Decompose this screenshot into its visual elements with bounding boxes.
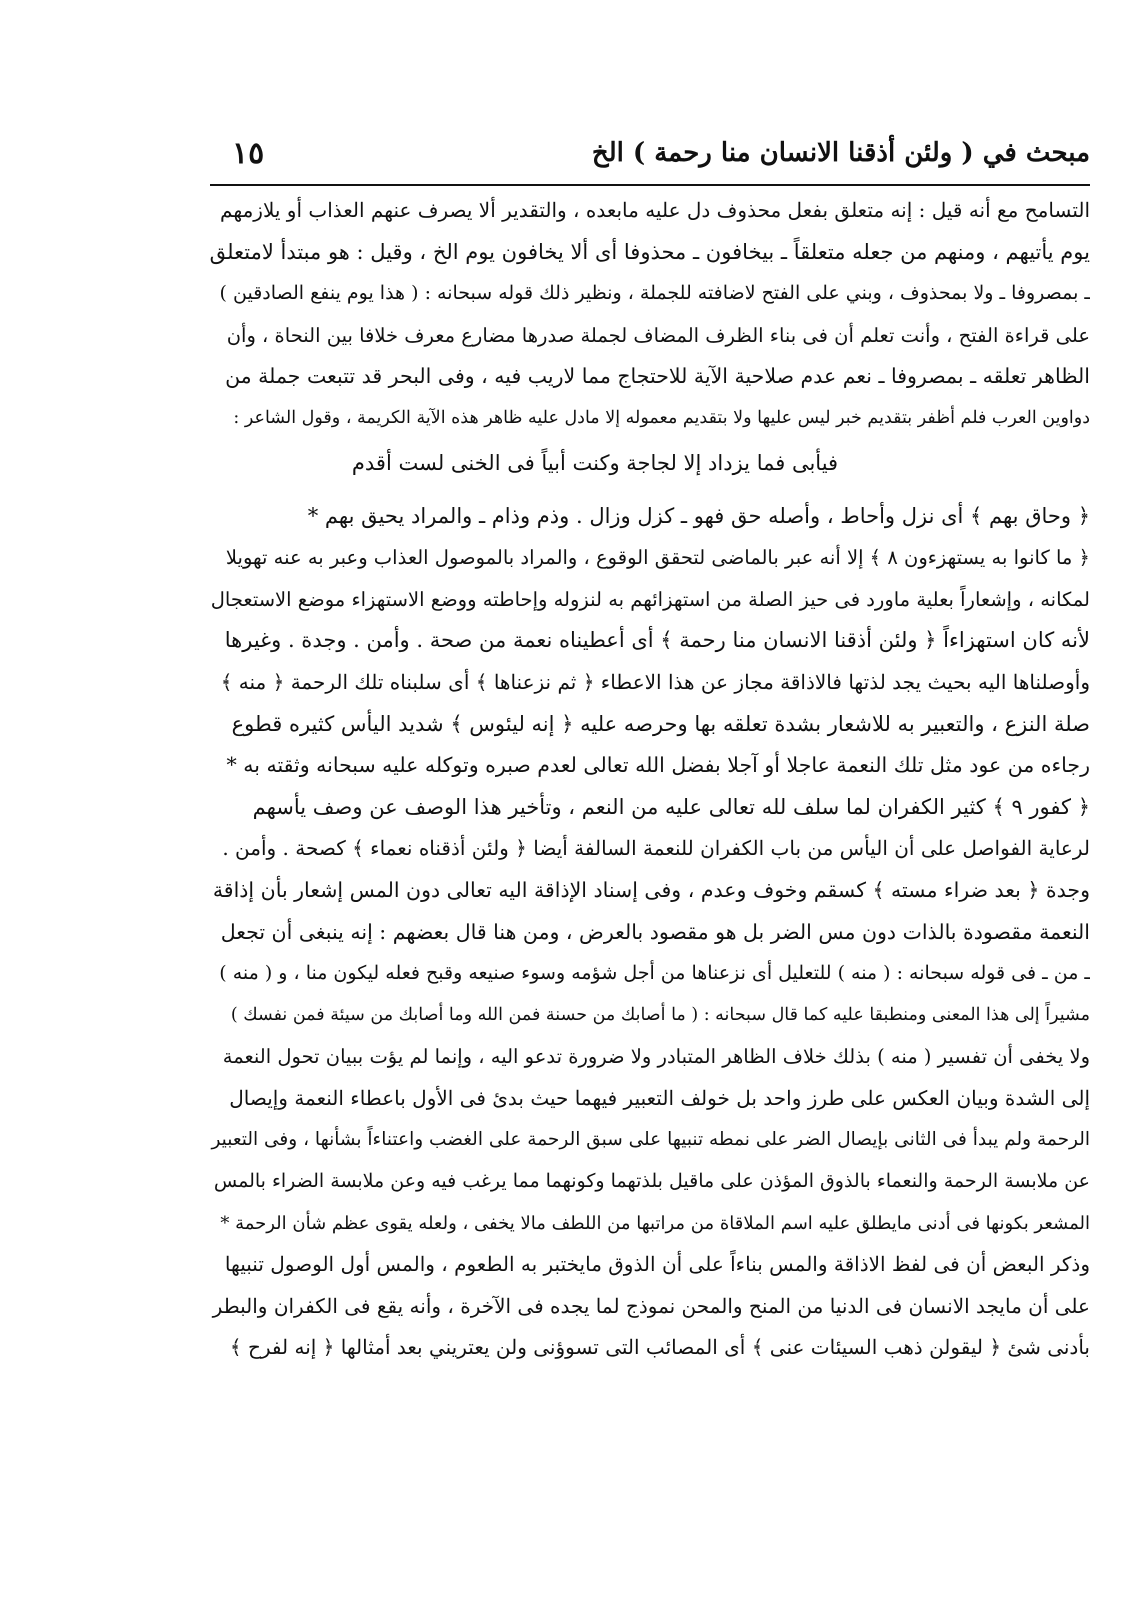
text-line: ﴿ وحاق بهم ﴾ أى نزل وأحاط ، وأصله حق فهو ـ كزل وزال . وذم وذام ـ والمراد يحيق بهم * <box>307 503 1090 528</box>
text-line: الرحمة ولم يبدأ فى الثانى بإيصال الضر على نمطه تنبيها على سبق الرحمة على الغضب واعتناءاً بشأنها ، وفى التعبير <box>211 1129 1090 1151</box>
text-line: صلة النزع ، والتعبير به للاشعار بشدة تعلقه بها وحرصه عليه ﴿ إنه ليئوس ﴾ شديد اليأس كثيره قطوع <box>231 711 1090 736</box>
text-line: وذكر البعض أن فى لفظ الاذاقة والمس بناءاً على أن الذوق مايختبر به الطعوم ، والمس أول الوصول تنبيها <box>224 1252 1090 1277</box>
text-line: على أن مايجد الانسان فى الدنيا من المنح والمحن نموذج لما يجده فى الآخرة ، وأنه يقع فى الكفران والبطر <box>212 1293 1090 1318</box>
text-line: ـ من ـ فى قوله سبحانه : ( منه ) للتعليل أى نزعناها من أجل شؤمه وسوء صنيعه وقبح فعله ليكون منا ، و ( منه ) <box>219 962 1090 985</box>
text-line: المشعر بكونها فى أدنى مايطلق عليه اسم الملاقاة من مراتبها من اللطف مالا يخفى ، ولعله يقوى عظم شأن الرحمة * <box>220 1212 1090 1234</box>
text-line: دواوين العرب فلم أظفر بتقديم خبر ليس عليها ولا بتقديم معموله إلا مادل عليه ظاهر هذه الآية الكريمة ، وقول الشاعر : <box>233 407 1090 428</box>
header-rule <box>210 184 1090 186</box>
text-line: إلى الشدة وبيان العكس على طرز واحد بل خولف التعبير فيهما حيث بدئ فى الأول باعطاء النعمة وإيصال <box>229 1085 1090 1110</box>
text-line: عن ملابسة الرحمة والنعماء بالذوق المؤذن على ماقيل بلذتهما وكونهما مما يرغب فيه وعن ملابسة الضراء بالمس <box>213 1170 1090 1193</box>
text-line: وأوصلناها اليه بحيث يجد لذتها فالاذاقة مجاز عن هذا الاعطاء ﴿ ثم نزعناها ﴾ أى سلبناه تلك الرحمة ﴿ منه ﴾ <box>220 669 1090 694</box>
text-line: لرعاية الفواصل على أن اليأس من باب الكفران للنعمة السالفة أيضا ﴿ ولئن أذقناه نعماء ﴾ كصحة . وأمن . <box>222 836 1090 861</box>
running-title: مبحث في ( ولئن أذقنا الانسان منا رحمة ) الخ <box>591 138 1090 168</box>
text-line: رجاءه من عود مثل تلك النعمة عاجلا أو آجلا بفضل الله تعالى لعدم صبره وتوكله عليه سبحانه وثقته به * <box>226 753 1090 778</box>
text-line: ﴿ ما كانوا به يستهزءون ٨ ﴾ إلا أنه عبر بالماضى لتحقق الوقوع ، والمراد بالموصول العذاب وعبر به عنه تهويلا <box>225 546 1090 570</box>
page-header <box>210 138 1090 180</box>
text-line: لأنه كان استهزاءاً ﴿ ولئن أذقنا الانسان منا رحمة ﴾ أى أعطيناه نعمة من صحة . وأمن . وجدة . وغيرها <box>224 628 1090 653</box>
text-line: على قراءة الفتح ، وأنت تعلم أن فى بناء الظرف المضاف لجملة صدرها مضارع معرف خلافا بين النحاة ، وأن <box>226 323 1090 347</box>
text-line: ـ بمصروفا ـ ولا بمحذوف ، وبني على الفتح لاضافته للجملة ، ونظير ذلك قوله سبحانه : ( هذا يوم ينفع الصادقين ) <box>219 282 1090 305</box>
poetry-verse: فيأبى فما يزداد إلا لجاجة وكنت أبياً فى الخنى لست أقدم <box>351 450 839 475</box>
text-line: بأدنى شئ ﴿ ليقولن ذهب السيئات عنى ﴾ أى المصائب التى تسوؤنى ولن يعتريني بعد أمثالها ﴿ إنه لفرح ﴾ <box>229 1335 1090 1360</box>
body-text <box>210 190 1090 1369</box>
text-line: الظاهر تعلقه ـ بمصروفا ـ نعم عدم صلاحية الآية للاحتجاج مما لاريب فيه ، وفى البحر قد تتبعت جملة من <box>225 364 1090 389</box>
text-line: وجدة ﴿ بعد ضراء مسته ﴾ كسقم وخوف وعدم ، وفى إسناد الإذاقة اليه تعالى دون المس إشعار بأن إذاقة <box>212 877 1090 902</box>
text-line: النعمة مقصودة بالذات دون مس الضر بل هو مقصود بالعرض ، ومن هنا قال بعضهم : إنه ينبغى أن تجعل <box>220 919 1090 944</box>
text-line: ﴿ كفور ٩ ﴾ كثير الكفران لما سلف لله تعالى عليه من النعم ، وتأخير هذا الوصف عن وصف يأسهم <box>252 794 1090 819</box>
text-line: لمكانه ، وإشعاراً بعلية ماورد فى حيز الصلة من استهزائهم به لنزوله وإحاطته ووضع الاستهزاء موضع الاستعجال <box>210 587 1090 611</box>
text-line: مشيراً إلى هذا المعنى ومنطبقا عليه كما قال سبحانه : ( ما أصابك من حسنة فمن الله وما أصابك من سيئة فمن نفسك ) <box>230 1004 1090 1025</box>
text-line: ولا يخفى أن تفسير ( منه ) بذلك خلاف الظاهر المتبادر ولا ضرورة تدعو اليه ، وإنما لم يؤت ببيان تحول النعمة <box>222 1045 1090 1069</box>
page-number: ١٥ <box>232 136 265 171</box>
text-line: يوم يأتيهم ، ومنهم من جعله متعلقاً ـ بيخافون ـ محذوفا أى ألا يخافون يوم الخ ، وقيل : هو مبتدأ لامتعلق <box>210 239 1090 264</box>
text-line: التسامح مع أنه قيل : إنه متعلق بفعل محذوف دل عليه مابعده ، والتقدير ألا يصرف عنهم العذاب أو يلازمهم <box>220 198 1090 222</box>
